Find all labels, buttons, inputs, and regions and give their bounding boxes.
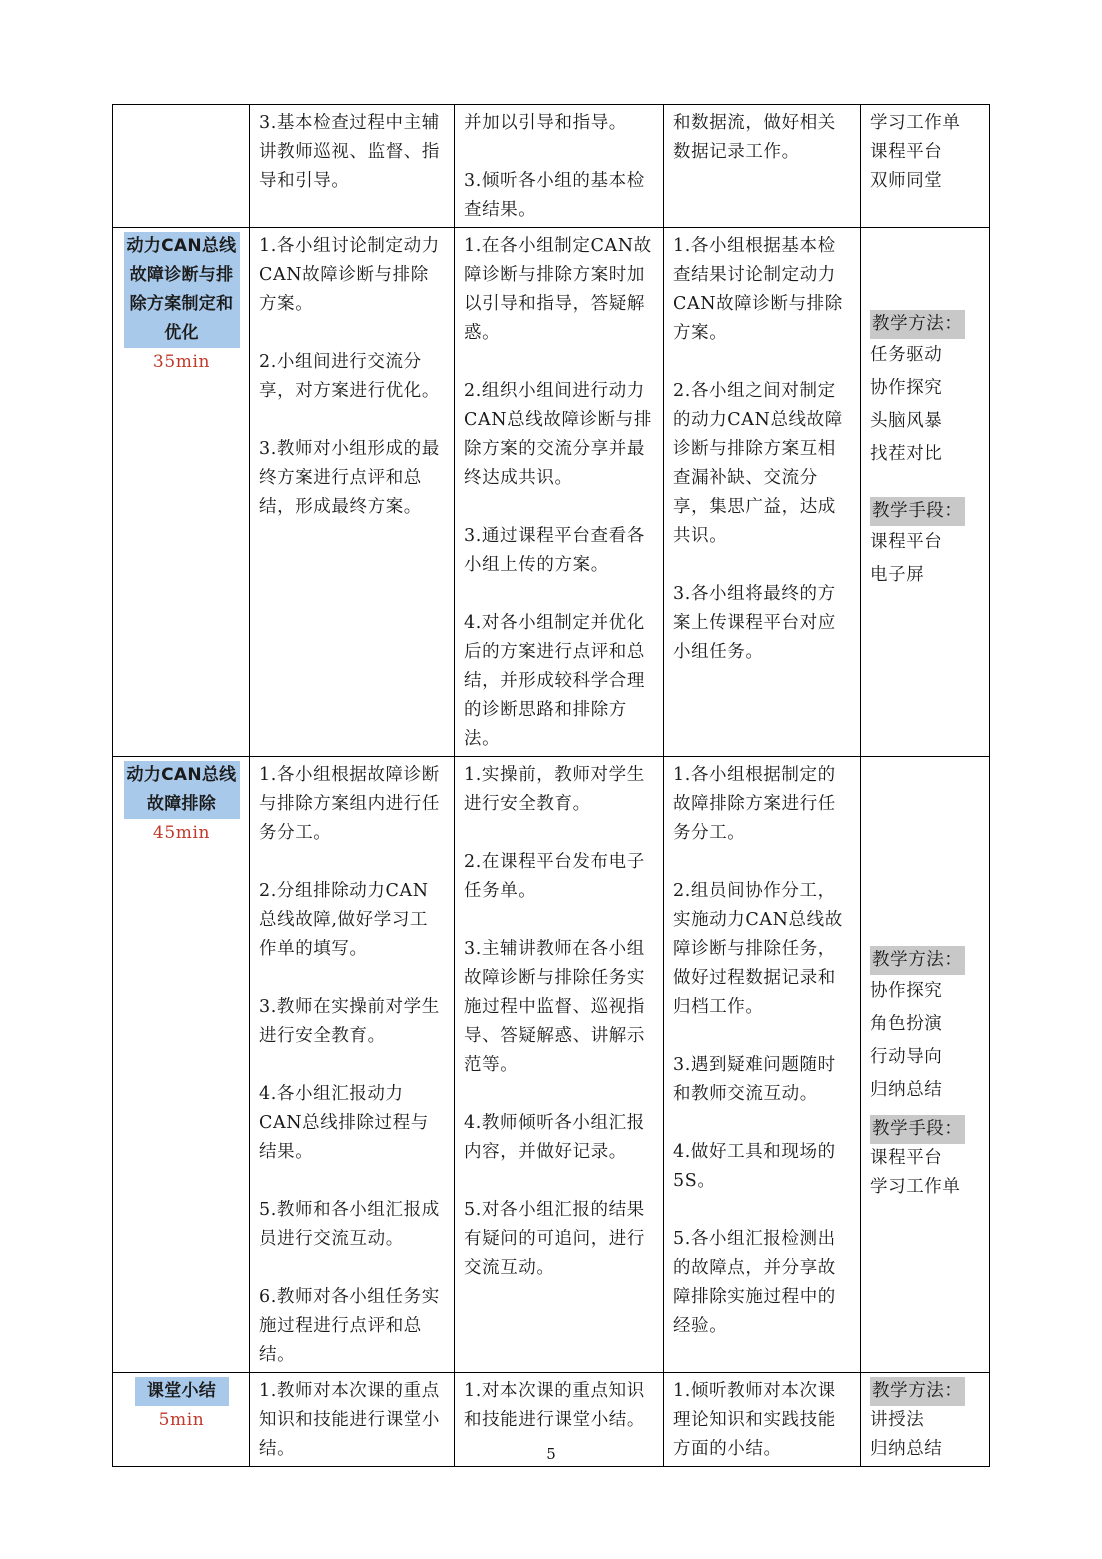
- group-activity-cell: [664, 228, 861, 757]
- paragraph: 3.教师对小组形成的最终方案进行点评和总结，形成最终方案。: [259, 439, 440, 517]
- method-item: 头脑风暴: [870, 411, 943, 431]
- paragraph: 4.做好工具和现场的5S。: [673, 1142, 836, 1191]
- method-item: 协作探究: [870, 378, 943, 398]
- paragraph: 3.基本检查过程中主辅讲教师巡视、监督、指导和引导。: [259, 113, 440, 191]
- paragraph: 5.对各小组汇报的结果有疑问的可追问，进行交流互动。: [464, 1200, 645, 1278]
- paragraph: 3.遇到疑难问题随时和教师交流互动。: [673, 1055, 836, 1104]
- means-item: 课程平台: [870, 1147, 943, 1168]
- paragraph: 2.分组排除动力CAN总线故障,做好学习工作单的填写。: [259, 881, 429, 959]
- method-item: 行动导向: [870, 1046, 943, 1067]
- method-item: 协作探究: [870, 980, 943, 1001]
- method-item: 归纳总结: [870, 1439, 943, 1459]
- student-activity-cell: [250, 757, 455, 1373]
- stage-cell: [113, 105, 250, 228]
- paragraph: 2.在课程平台发布电子任务单。: [464, 852, 645, 901]
- paragraph: 3.教师在实操前对学生进行安全教育。: [259, 997, 440, 1046]
- paragraph: 1.教师对本次课的重点知识和技能进行课堂小结。: [259, 1381, 440, 1459]
- paragraph: 5.各小组汇报检测出的故障点，并分享故障排除实施过程中的经验。: [673, 1229, 836, 1336]
- table-row: [113, 757, 990, 1373]
- stage-duration: 35min: [152, 352, 211, 372]
- student-activity-cell: [250, 228, 455, 757]
- lesson-plan-table: [112, 104, 990, 1467]
- stage-duration: 5min: [158, 1410, 205, 1430]
- methods-label: 教学方法：: [870, 1377, 965, 1406]
- method-item: 找茬对比: [870, 444, 943, 464]
- means-item: 课程平台: [870, 532, 943, 552]
- paragraph: 3.主辅讲教师在各小组故障诊断与排除任务实施过程中监督、巡视指导、答疑解惑、讲解示范等。: [464, 939, 645, 1075]
- stage-title: 课堂小结: [135, 1377, 229, 1406]
- means-item: 电子屏: [870, 565, 925, 585]
- paragraph: 和数据流，做好相关数据记录工作。: [673, 113, 836, 162]
- paragraph: 3.倾听各小组的基本检查结果。: [464, 171, 645, 220]
- means-label: 教学手段：: [870, 1115, 965, 1144]
- paragraph: 2.各小组之间对制定的动力CAN总线故障诊断与排除方案互相查漏补缺、交流分享，集思广益，达成共识。: [673, 381, 843, 546]
- table-row: [113, 105, 990, 228]
- group-activity-cell: [664, 757, 861, 1373]
- methods-label: 教学方法：: [870, 310, 965, 339]
- student-activity-cell: [250, 105, 455, 228]
- paragraph: 1.各小组根据故障诊断与排除方案组内进行任务分工。: [259, 765, 440, 843]
- paragraph: 4.教师倾听各小组汇报内容，并做好记录。: [464, 1113, 645, 1162]
- teacher-activity-cell: [455, 105, 664, 228]
- teacher-activity-cell: [455, 228, 664, 757]
- means-item: 课程平台: [870, 142, 943, 162]
- means-item: 双师同堂: [870, 171, 943, 191]
- table-row: [113, 228, 990, 757]
- method-item: 归纳总结: [870, 1079, 943, 1100]
- paragraph: 2.组织小组间进行动力CAN总线故障诊断与排除方案的交流分享并最终达成共识。: [464, 381, 652, 488]
- paragraph: 4.各小组汇报动力CAN总线排除过程与结果。: [259, 1084, 429, 1162]
- paragraph: 1.倾听教师对本次课理论知识和实践技能方面的小结。: [673, 1381, 836, 1459]
- paragraph: 4.对各小组制定并优化后的方案进行点评和总结，并形成较科学合理的诊断思路和排除方法。: [464, 613, 645, 749]
- methods-label: 教学方法：: [870, 946, 965, 975]
- paragraph: 1.在各小组制定CAN故障诊断与排除方案时加以引导和指导，答疑解惑。: [464, 236, 652, 343]
- page-number: 5: [546, 1445, 556, 1463]
- teacher-activity-cell: [455, 757, 664, 1373]
- method-cell: [861, 228, 990, 757]
- group-activity-cell: [664, 105, 861, 228]
- stage-duration: 45min: [152, 823, 211, 843]
- paragraph: 1.实操前，教师对学生进行安全教育。: [464, 765, 645, 814]
- paragraph: 1.对本次课的重点知识和技能进行课堂小结。: [464, 1381, 645, 1430]
- method-cell: [861, 105, 990, 228]
- stage-cell: [113, 757, 250, 1373]
- stage-cell: [113, 228, 250, 757]
- paragraph: 1.各小组讨论制定动力CAN故障诊断与排除方案。: [259, 236, 440, 314]
- paragraph: 并加以引导和指导。: [464, 113, 627, 133]
- paragraph: 2.组员间协作分工，实施动力CAN总线故障诊断与排除任务，做好过程数据记录和归档工作。: [673, 881, 843, 1017]
- paragraph: 3.各小组将最终的方案上传课程平台对应小组任务。: [673, 584, 836, 662]
- stage-title: 动力CAN总线故障排除: [124, 761, 240, 819]
- method-cell: [861, 757, 990, 1373]
- paragraph: 6.教师对各小组任务实施过程进行点评和总结。: [259, 1287, 440, 1365]
- paragraph: 5.教师和各小组汇报成员进行交流互动。: [259, 1200, 440, 1249]
- method-item: 讲授法: [870, 1410, 925, 1430]
- paragraph: 1.各小组根据基本检查结果讨论制定动力CAN故障诊断与排除方案。: [673, 236, 843, 343]
- method-item: 任务驱动: [870, 345, 943, 365]
- method-item: 角色扮演: [870, 1013, 943, 1034]
- means-label: 教学手段：: [870, 497, 965, 526]
- paragraph: 1.各小组根据制定的故障排除方案进行任务分工。: [673, 765, 836, 843]
- paragraph: 2.小组间进行交流分享，对方案进行优化。: [259, 352, 440, 401]
- paragraph: 3.通过课程平台查看各小组上传的方案。: [464, 526, 645, 575]
- means-item: 学习工作单: [870, 113, 961, 133]
- means-item: 学习工作单: [870, 1176, 961, 1197]
- stage-title: 动力CAN总线故障诊断与排除方案制定和优化: [124, 232, 240, 348]
